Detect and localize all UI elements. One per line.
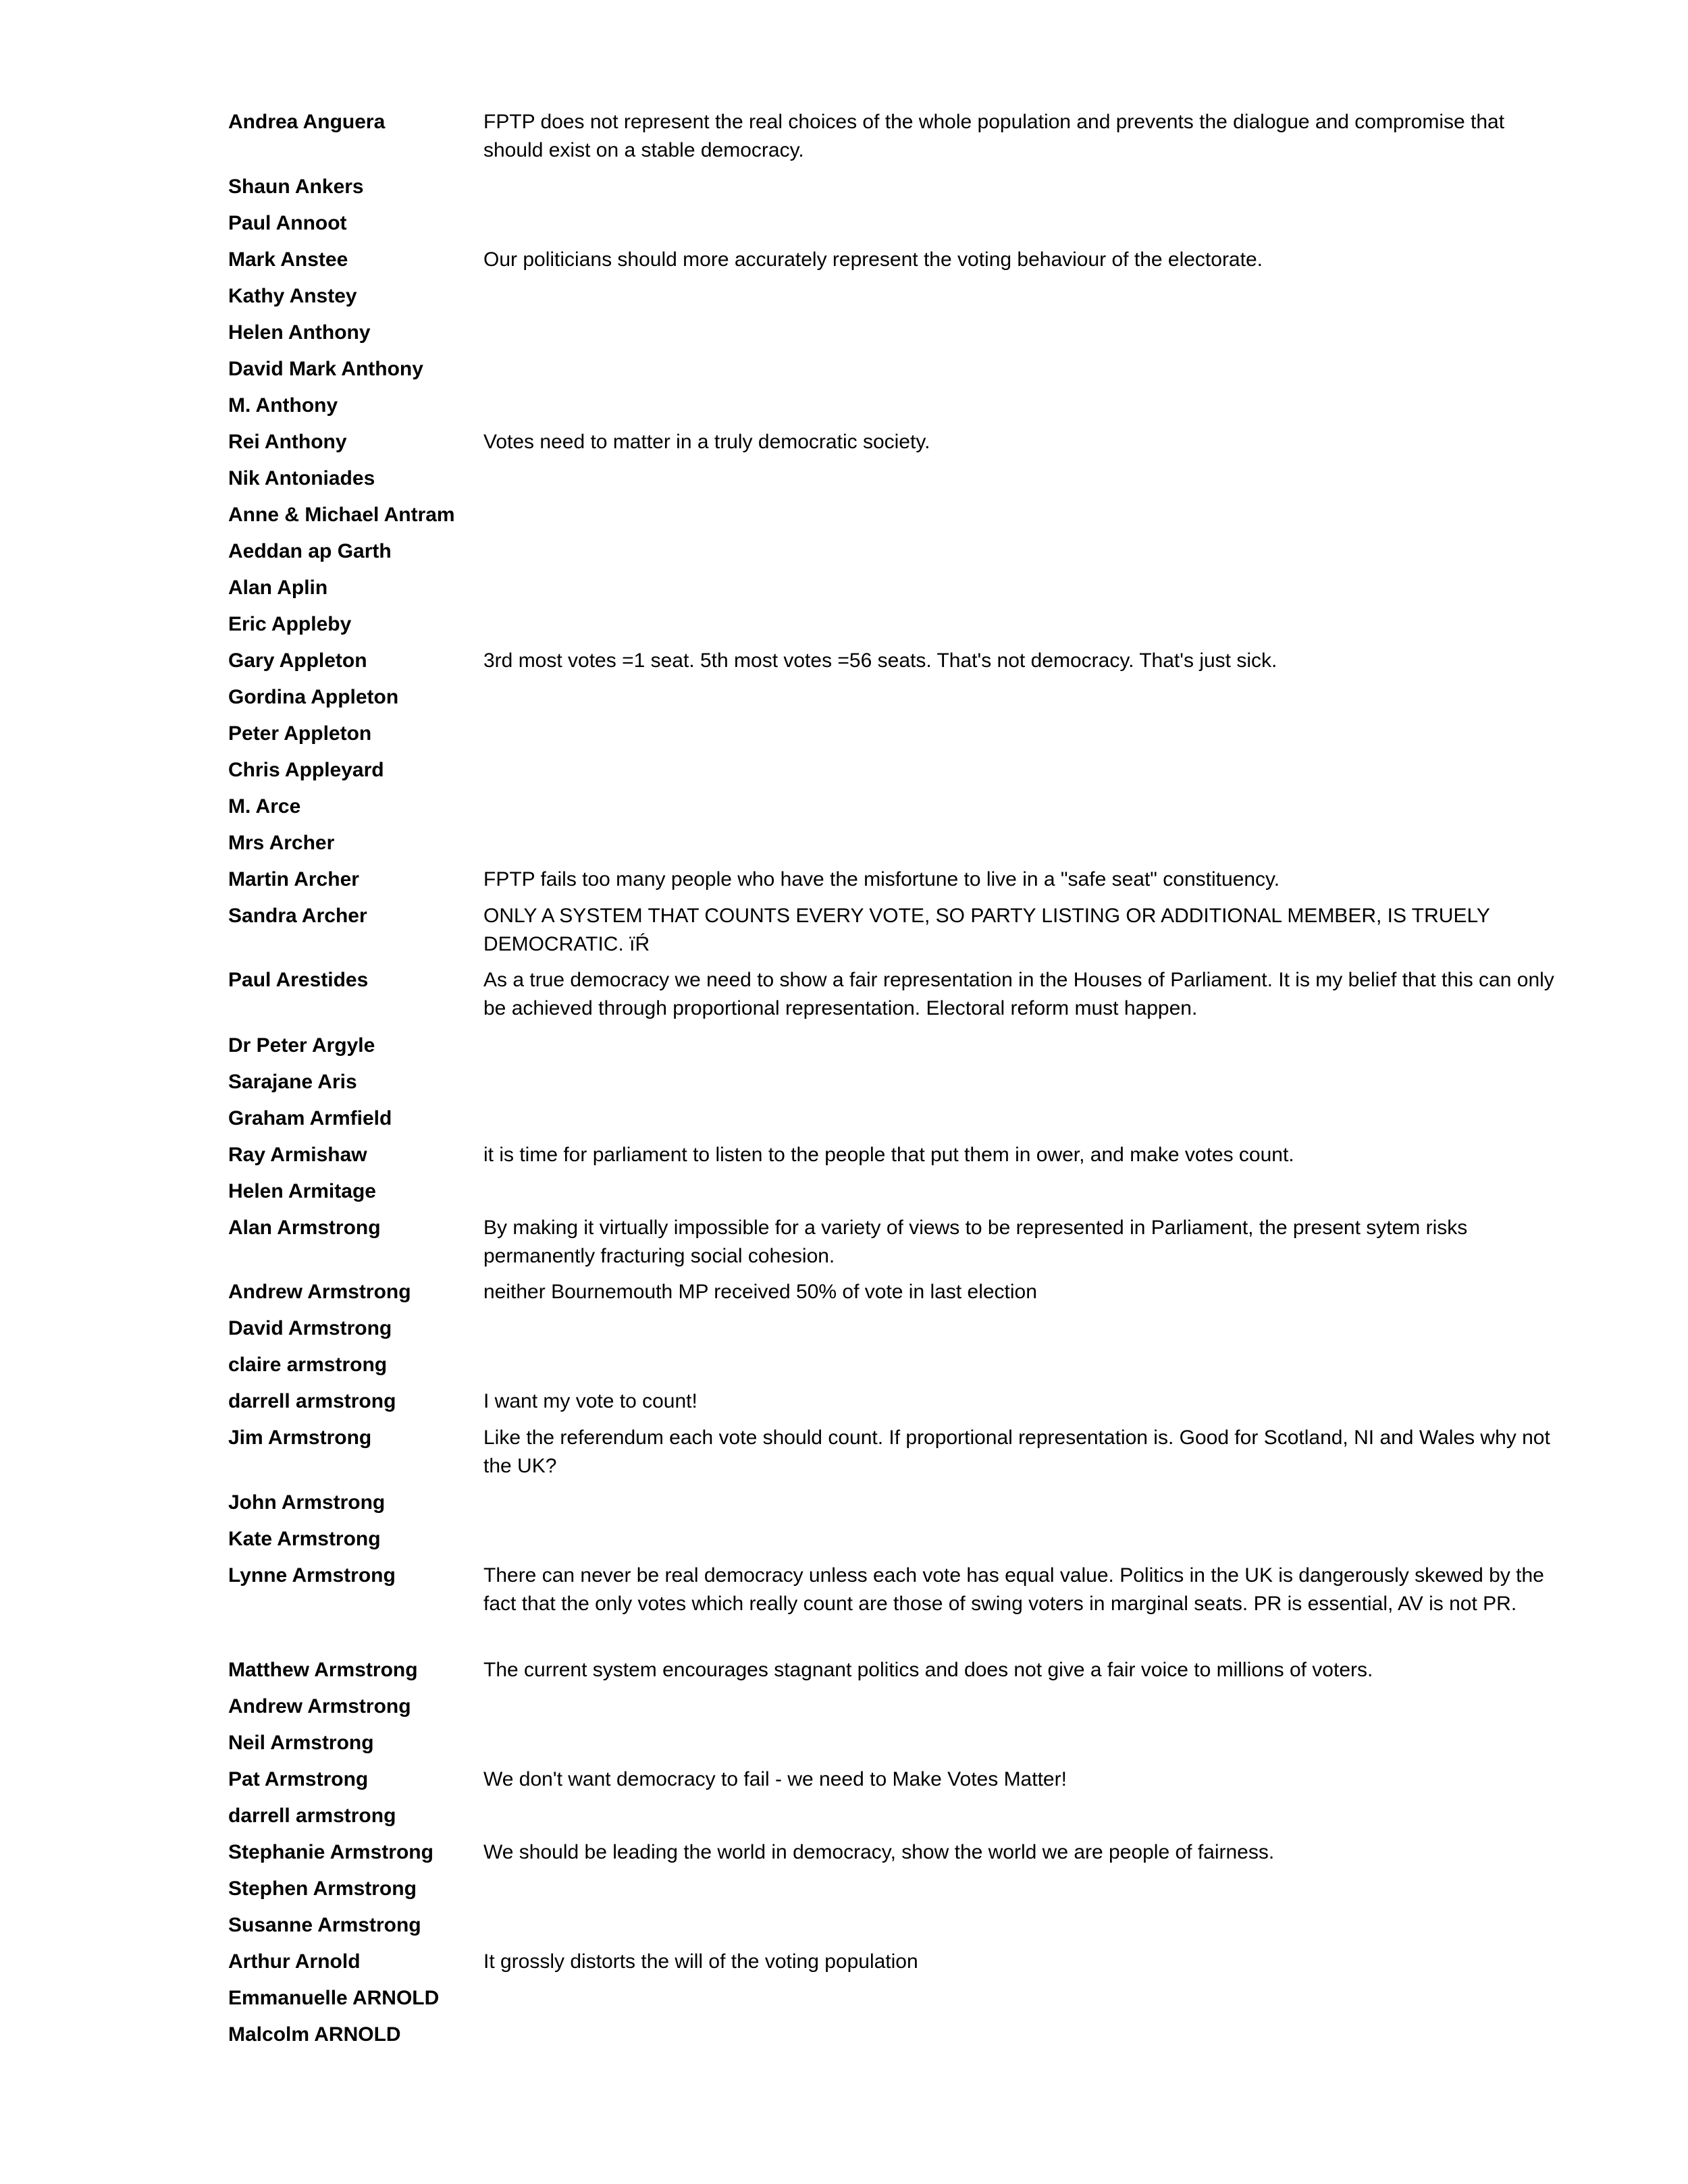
supporter-comment: Like the referendum each vote should count. If proportional representation is. Good for Scotland, NI and Wales why not the UK?	[483, 1427, 1550, 1477]
supporter-name: Stephanie Armstrong	[228, 1841, 433, 1863]
supporter-name: darrell armstrong	[228, 1805, 396, 1827]
supporter-comment: ONLY A SYSTEM THAT COUNTS EVERY VOTE, SO PARTY LISTING OR ADDITIONAL MEMBER, IS TRUELY DEMOCRATIC. ïŔ	[483, 905, 1490, 955]
supporter-name: Matthew Armstrong	[228, 1659, 418, 1681]
supporter-comment: We don't want democracy to fail - we need to Make Votes Matter!	[483, 1768, 1067, 1790]
supporter-name: Andrea Anguera	[228, 111, 386, 133]
supporter-name: Alan Armstrong	[228, 1217, 381, 1239]
supporter-name: Peter Appleton	[228, 722, 372, 745]
supporter-name: M. Anthony	[228, 394, 338, 417]
supporter-name: Chris Appleyard	[228, 759, 384, 781]
supporter-list	[228, 0, 1572, 2184]
supporter-name: Andrew Armstrong	[228, 1281, 411, 1303]
supporter-comment: I want my vote to count!	[483, 1390, 697, 1412]
supporter-comment: FPTP fails too many people who have the misfortune to live in a "safe seat" constituency.	[483, 868, 1280, 890]
supporter-name: Mark Anstee	[228, 248, 348, 271]
supporter-name: Helen Anthony	[228, 321, 371, 344]
supporter-comment: It grossly distorts the will of the voting population	[483, 1950, 918, 1973]
supporter-name: Gordina Appleton	[228, 686, 399, 708]
supporter-comment: neither Bournemouth MP received 50% of vote in last election	[483, 1281, 1037, 1303]
supporter-comment: FPTP does not represent the real choices of the whole population and prevents the dialogue and compromise that should exist on a stable democracy.	[483, 111, 1505, 161]
supporter-name: Eric Appleby	[228, 613, 352, 635]
supporter-name: Paul Annoot	[228, 212, 347, 234]
supporter-name: Stephen Armstrong	[228, 1877, 417, 1900]
supporter-comment: 3rd most votes =1 seat. 5th most votes =56 seats. That's not democracy. That's just sick.	[483, 649, 1277, 672]
supporter-name: Anne & Michael Antram	[228, 504, 455, 526]
supporter-name: Emmanuelle ARNOLD	[228, 1987, 440, 2009]
supporter-comment: As a true democracy we need to show a fair representation in the Houses of Parliament. It is my belief that this can only be achieved through proportional representation. Electoral reform must happen.	[483, 969, 1554, 1019]
supporter-name: Lynne Armstrong	[228, 1564, 396, 1587]
supporter-name: Jim Armstrong	[228, 1427, 372, 1449]
supporter-name: Graham Armfield	[228, 1107, 392, 1129]
supporter-name: Arthur Arnold	[228, 1950, 361, 1973]
supporter-comment: We should be leading the world in democracy, show the world we are people of fairness.	[483, 1841, 1275, 1863]
supporter-comment: The current system encourages stagnant politics and does not give a fair voice to millions of voters.	[483, 1659, 1373, 1681]
supporter-name: Dr Peter Argyle	[228, 1034, 375, 1057]
supporter-name: Aeddan ap Garth	[228, 540, 392, 562]
supporter-name: John Armstrong	[228, 1491, 386, 1514]
supporter-name: Sandra Archer	[228, 905, 367, 927]
supporter-comment: There can never be real democracy unless each vote has equal value. Politics in the UK is dangerously skewed by the fact that the only votes which really count are those of swing voters in marginal seats. PR is essential, AV is not PR.	[483, 1564, 1544, 1615]
supporter-name: Gary Appleton	[228, 649, 367, 672]
supporter-name: Alan Aplin	[228, 577, 328, 599]
supporter-name: Nik Antoniades	[228, 467, 375, 489]
supporter-name: Martin Archer	[228, 868, 359, 890]
supporter-name: Helen Armitage	[228, 1180, 376, 1202]
supporter-name: Sarajane Aris	[228, 1071, 357, 1093]
supporter-comment: Votes need to matter in a truly democratic society.	[483, 431, 930, 453]
supporter-name: Shaun Ankers	[228, 176, 364, 198]
supporter-comment: By making it virtually impossible for a variety of views to be represented in Parliament, the present sytem risks permanently fracturing social cohesion.	[483, 1217, 1468, 1267]
supporter-name: Susanne Armstrong	[228, 1914, 421, 1936]
supporter-name: Malcolm ARNOLD	[228, 2023, 401, 2046]
supporter-name: Ray Armishaw	[228, 1144, 367, 1166]
supporter-name: claire armstrong	[228, 1354, 388, 1376]
supporter-name: Pat Armstrong	[228, 1768, 369, 1790]
supporter-name: Paul Arestides	[228, 969, 369, 991]
supporter-name: Rei Anthony	[228, 431, 347, 453]
supporter-name: David Mark Anthony	[228, 358, 423, 380]
supporter-name: Kate Armstrong	[228, 1528, 381, 1550]
supporter-name: Andrew Armstrong	[228, 1695, 411, 1717]
supporter-comment: it is time for parliament to listen to the people that put them in ower, and make votes count.	[483, 1144, 1294, 1166]
supporter-name: Kathy Anstey	[228, 285, 357, 307]
supporter-name: darrell armstrong	[228, 1390, 396, 1412]
supporter-name: Neil Armstrong	[228, 1732, 374, 1754]
supporter-name: Mrs Archer	[228, 832, 335, 854]
supporter-comment: Our politicians should more accurately represent the voting behaviour of the electorate.	[483, 248, 1263, 271]
supporter-name: M. Arce	[228, 795, 301, 818]
supporter-name: David Armstrong	[228, 1317, 392, 1339]
